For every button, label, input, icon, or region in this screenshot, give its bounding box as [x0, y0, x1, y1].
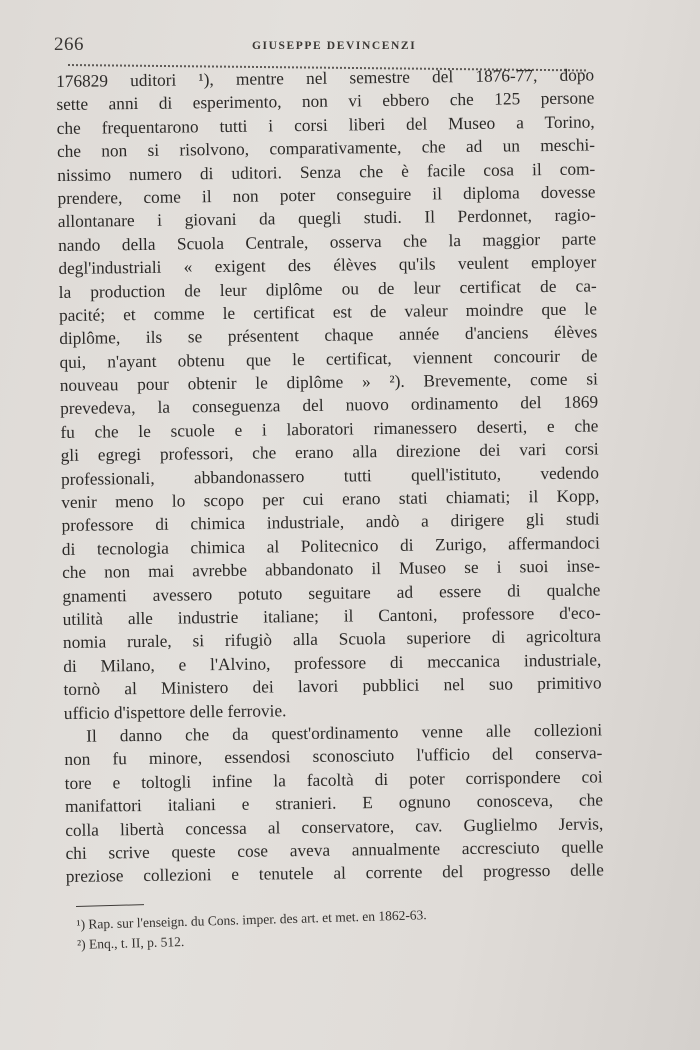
text-line: colla libertà concessa al conservatore, cav. Guglielmo Jervis,	[65, 813, 604, 840]
text-line: professionali, abbandonassero tutti quell'istituto, vedendo	[60, 463, 600, 489]
text-line: gli egregi professori, che erano alla direzione dei vari corsi	[60, 439, 599, 466]
text-line: diplôme, ils se présentent chaque année d'anciens élèves	[59, 322, 598, 349]
running-head: GIUSEPPE DEVINCENZI	[252, 40, 417, 52]
text-line: pacité; et comme le certificat est de valeur moindre que le	[58, 299, 598, 325]
text-line: manifattori italiani e stranieri. E ognuno conosceva, che	[64, 790, 604, 817]
page-number: 266	[54, 34, 84, 55]
text-line: nissimo numero di uditori. Senza che è facile cosa il com-	[57, 158, 596, 185]
footnote-2: ²) Enq., t. II, p. 512.	[76, 933, 185, 952]
text-line: prendere, come il non poter conseguire il diploma dovesse	[57, 182, 596, 208]
footnote-1: ¹) Rap. sur l'enseign. du Cons. imper. des art. et met. en 1862-63.	[76, 907, 427, 932]
text-line: di Milano, e l'Alvino, professore di meccanica industriale,	[63, 650, 602, 676]
text-line: nomia rurale, si rifugiò alla Scuola superiore di agricoltura	[62, 626, 602, 653]
text-line: nando della Scuola Centrale, osserva che la maggior parte	[58, 229, 597, 255]
text-line: sette anni di esperimento, non vi ebbero che 125 persone	[56, 88, 595, 115]
text-line: venir meno lo scopo per cui erano stati chiamati; il Kopp,	[61, 486, 600, 512]
text-line: chi scrive queste cose aveva annualmente accresciuto quelle	[65, 837, 604, 863]
text-line: nouveau pour obtenir le diplôme » ²). Brevemente, come si	[59, 369, 598, 396]
text-line: tornò al Ministero dei lavori pubblici nel suo primitivo	[63, 673, 602, 700]
text-line: che non si risolvono, comparativamente, che ad un meschi-	[56, 135, 596, 162]
page-header	[54, 34, 586, 60]
text-line: preziose collezioni e tenutele al corrente del progresso delle	[65, 860, 604, 887]
text-line: gnamenti avessero potuto seguitare ad essere di qualche	[62, 579, 601, 606]
text-line: fu che le scuole e i laboratori rimanessero deserti, e che	[60, 416, 599, 442]
text-line: che frequentarono tutti i corsi liberi del Museo a Torino,	[56, 112, 595, 138]
footnote-rule	[76, 904, 144, 907]
text-line: 176829 uditori ¹), mentre nel semestre del 1876-77, dopo	[56, 65, 595, 91]
text-line: allontanare i giovani da quegli studi. Il Perdonnet, ragio-	[57, 205, 596, 232]
text-line: prevedeva, la conseguenza del nuovo ordinamento del 1869	[60, 392, 599, 419]
text-line: non fu minore, essendosi sconosciuto l'ufficio del conserva-	[64, 743, 603, 770]
text-line: la production de leur diplôme ou de leur certificat de ca-	[58, 275, 597, 302]
text-line: degl'industriali « exigent des élèves qu'ils veulent employer	[58, 252, 597, 279]
text-line: utilità alle industrie italiane; il Cantoni, professore d'eco-	[62, 603, 601, 629]
text-line: tore e toltogli infine la facoltà di poter corrispondere coi	[64, 767, 603, 793]
body-text	[56, 63, 604, 888]
text-line: che non mai avrebbe abbandonato il Museo se i suoi inse-	[62, 556, 601, 583]
text-line: professore di chimica industriale, andò a dirigere gli studi	[61, 509, 600, 536]
text-line: qui, n'ayant obtenu que le certificat, viennent concourir de	[59, 346, 598, 372]
footnotes	[76, 891, 597, 955]
text-line: di tecnologia chimica al Politecnico di Zurigo, affermandoci	[61, 533, 600, 559]
paragraph-start-line: Il danno che da quest'ordinamento venne alle collezioni	[86, 720, 603, 746]
paragraph-end-line: ufficio d'ispettore delle ferrovie.	[63, 700, 287, 723]
